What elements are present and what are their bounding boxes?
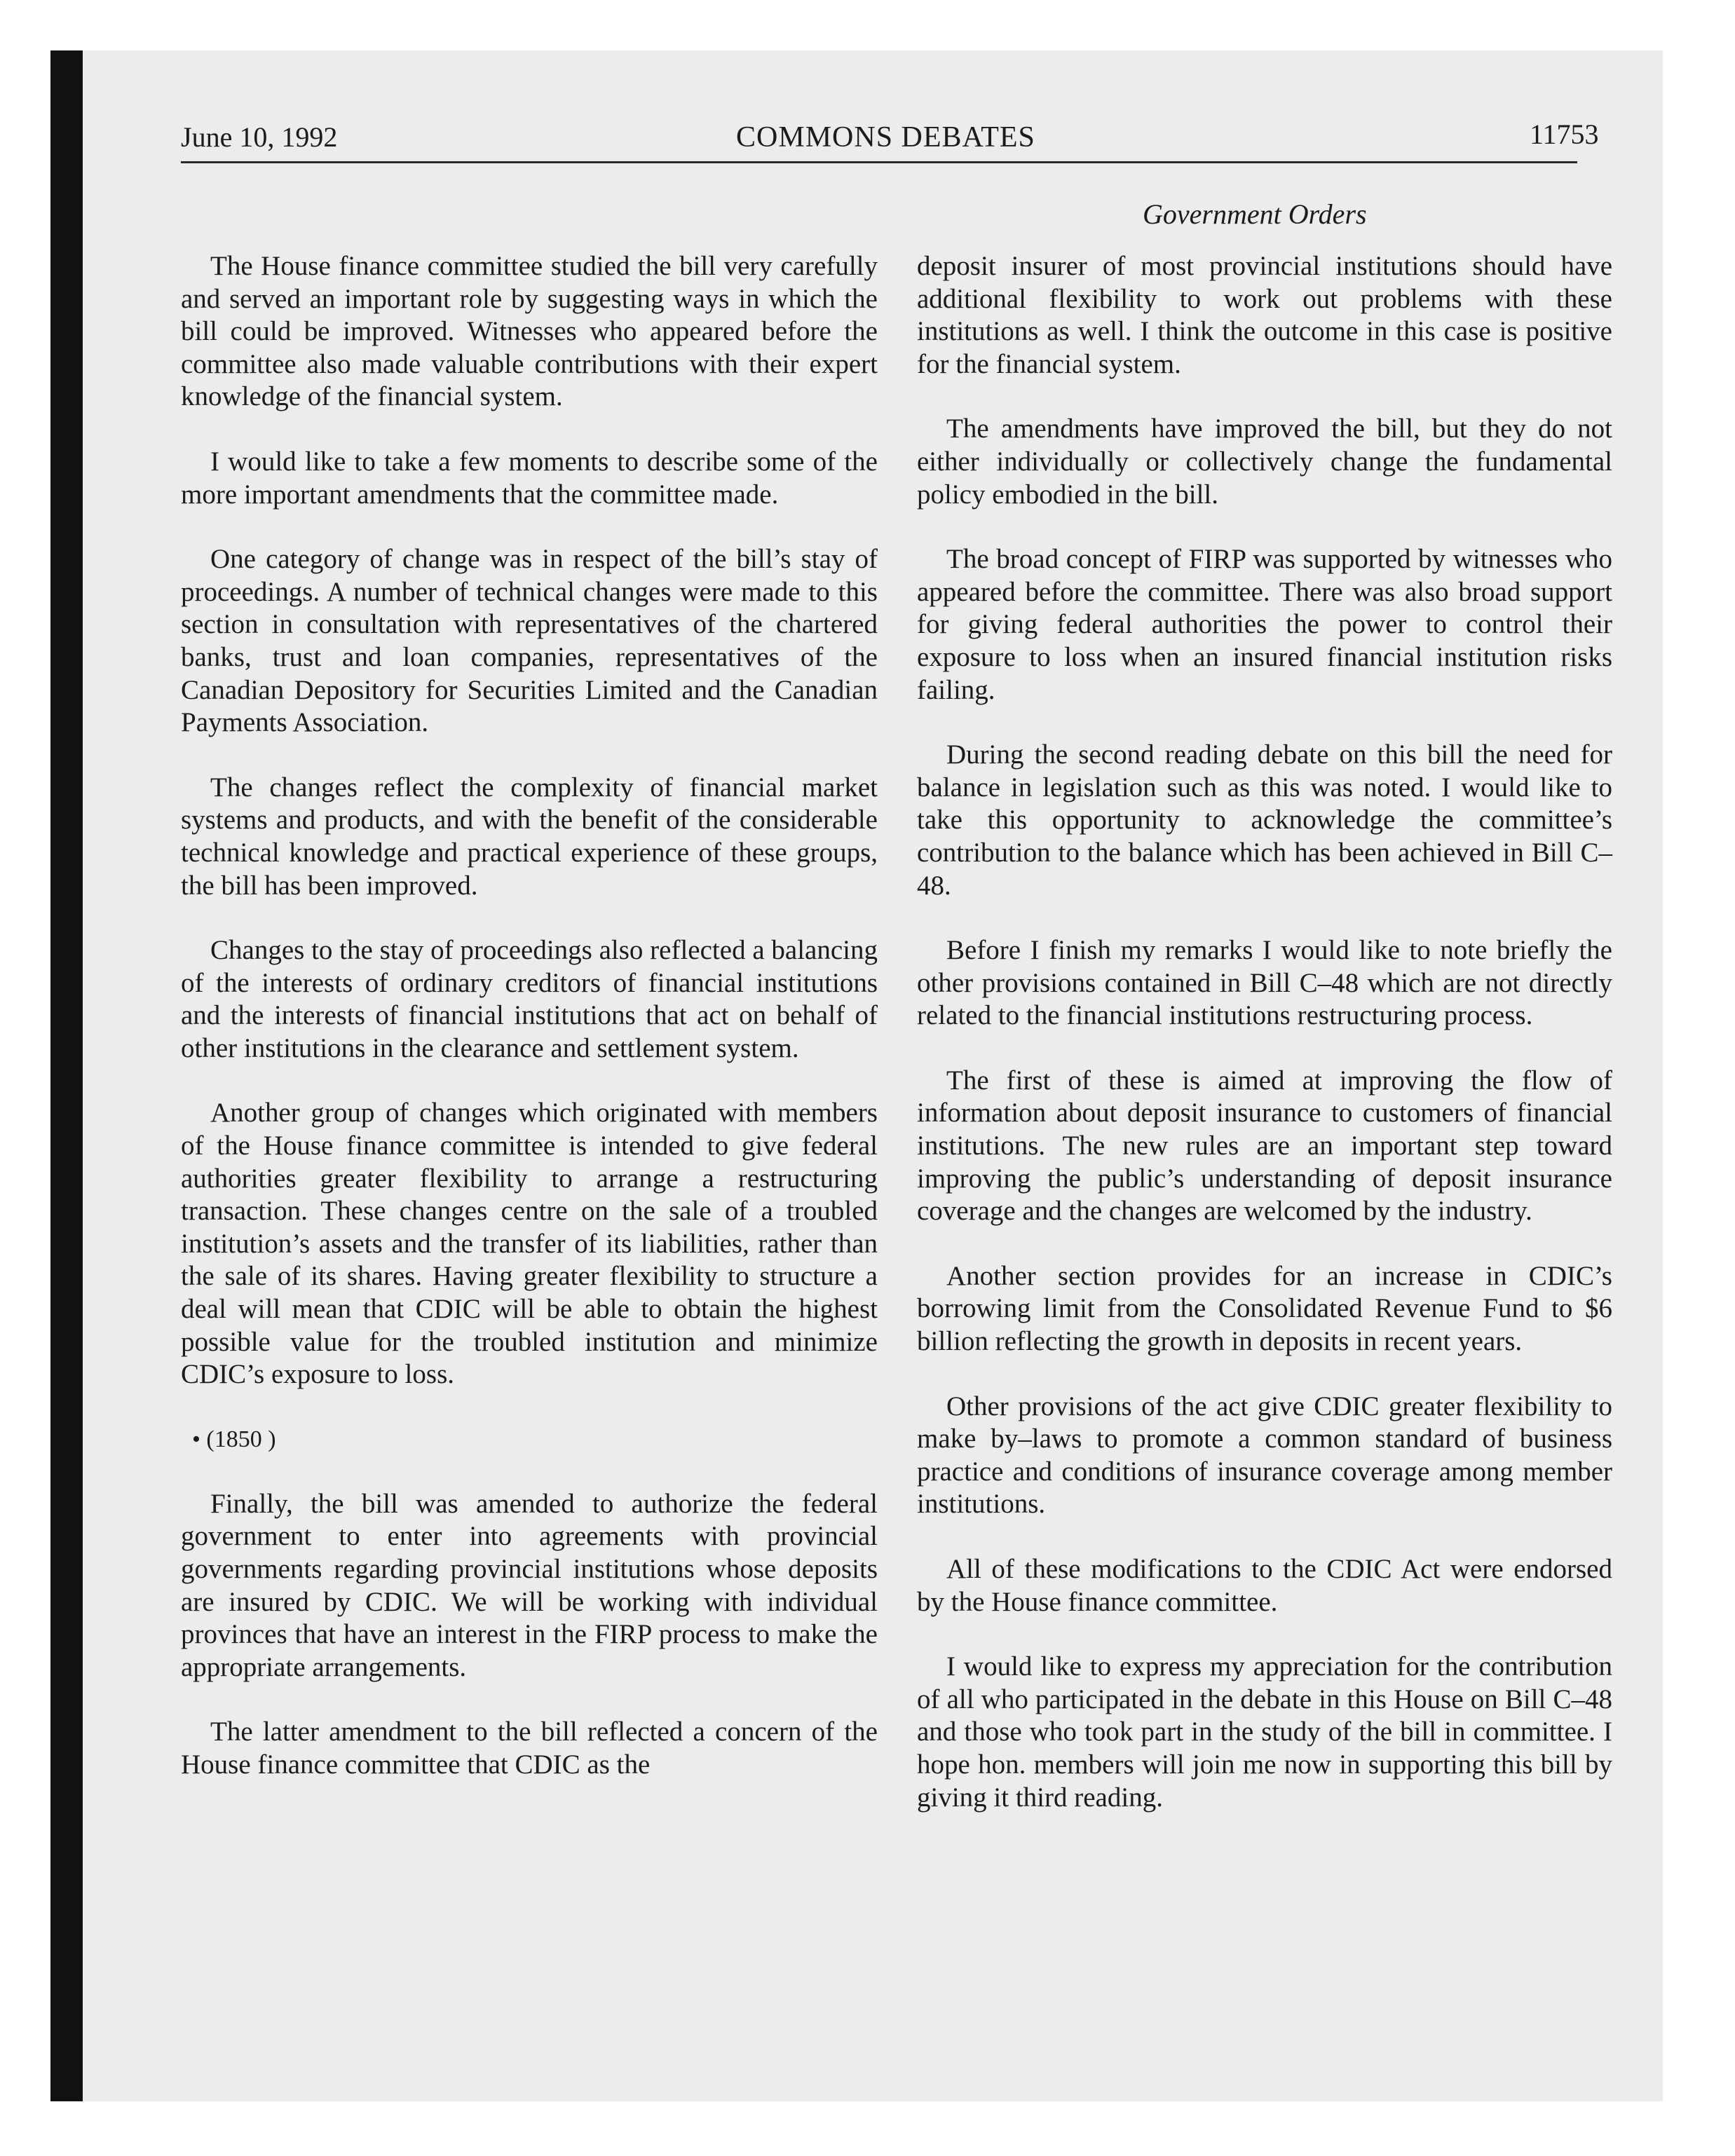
paragraph: The House finance committee studied the bill very carefully and served an important role by suggesting ways in which the bill could be improved. Witnesses who appeared before the committee also made valuable contributions with their expert knowledge of the financial system. (181, 251, 878, 412)
time-marker: • (1850 ) (192, 1426, 276, 1452)
section-label: Government Orders (1143, 198, 1367, 230)
scan-edge-bar (50, 50, 83, 2101)
paragraph: Changes to the stay of proceedings also reflected a balancing of the interests of ordinary creditors of financial institutions and the interests of financial institutions that act on behalf of other institutions in the clearance and settlement system. (181, 935, 878, 1063)
paragraph: Finally, the bill was amended to authorize the federal government to enter into agreements with provincial governments regarding provincial institutions whose deposits are insured by CDIC. We will be working with individual provinces that have an interest in the FIRP process to make the appropriate arrangements. (181, 1488, 878, 1682)
paragraph: The first of these is aimed at improving the flow of information about deposit insurance to customers of financial institutions. The new rules are an important step toward improving the public’s understanding of deposit insurance coverage and the changes are welcomed by the industry. (917, 1065, 1612, 1227)
paragraph: The broad concept of FIRP was supported by witnesses who appeared before the committee. There was also broad support for giving federal authorities the power to control their exposure to loss when an insured financial institution risks failing. (917, 544, 1612, 705)
paragraph-continuation: deposit insurer of most provincial institutions should have additional flexibility to work out problems with these institutions as well. I think the outcome in this case is positive for the financial system. (917, 251, 1612, 379)
paragraph: The changes reflect the complexity of financial market systems and products, and with the benefit of the considerable technical knowledge and practical experience of these groups, the bill has been improved. (181, 772, 878, 901)
paragraph: During the second reading debate on this bill the need for balance in legislation such as this was noted. I would like to take this opportunity to acknowledge the committee’s contribution to the balance which has been achieved in Bill C–48. (917, 739, 1612, 901)
paragraph: All of these modifications to the CDIC Act were endorsed by the House finance committee. (917, 1554, 1612, 1617)
right-column (917, 250, 1612, 1846)
page-number: 11753 (1530, 118, 1599, 150)
paragraph: Other provisions of the act give CDIC greater flexibility to make by–laws to promote a common standard of business practice and conditions of insurance coverage among member institutions. (917, 1391, 1612, 1520)
paragraph: Another section provides for an increase in CDIC’s borrowing limit from the Consolidated Revenue Fund to $6 billion reflecting the growth in deposits in recent years. (917, 1260, 1612, 1357)
paragraph: The amendments have improved the bill, but they do not either individually or collectively change the fundamental policy embodied in the bill. (917, 414, 1612, 510)
header-rule (181, 161, 1577, 163)
paragraph: One category of change was in respect of the bill’s stay of proceedings. A number of technical changes were made to this section in consultation with representatives of the chartered banks, trust and loan companies, representatives of the Canadian Depository for Securities Limited and the Canadian Payments Association. (181, 544, 878, 738)
paragraph: Before I finish my remarks I would like to note briefly the other provisions contained in Bill C–48 which are not directly related to the financial institutions restructuring process. (917, 935, 1612, 1031)
paragraph: I would like to express my appreciation for the contribution of all who participated in the debate in this House on Bill C–48 and those who took part in the study of the bill in committee. I hope hon. members will join me now in supporting this bill by giving it third reading. (917, 1651, 1612, 1813)
header-title: COMMONS DEBATES (736, 121, 1035, 153)
paragraph: Another group of changes which originated with members of the House finance committee is intended to give federal authorities greater flexibility to arrange a restructuring transaction. These changes centre on the sale of a troubled institution’s assets and the transfer of its liabilities, rather than the sale of its shares. Having greater flexibility to structure a deal will mean that CDIC will be able to obtain the highest possible value for the troubled institution and minimize CDIC’s exposure to loss. (181, 1098, 878, 1390)
paragraph: I would like to take a few moments to describe some of the more important amendments that the committee made. (181, 446, 878, 510)
paragraph: The latter amendment to the bill reflected a concern of the House finance committee that CDIC as the (181, 1717, 878, 1780)
header-date: June 10, 1992 (181, 121, 338, 153)
left-column (181, 250, 878, 1814)
